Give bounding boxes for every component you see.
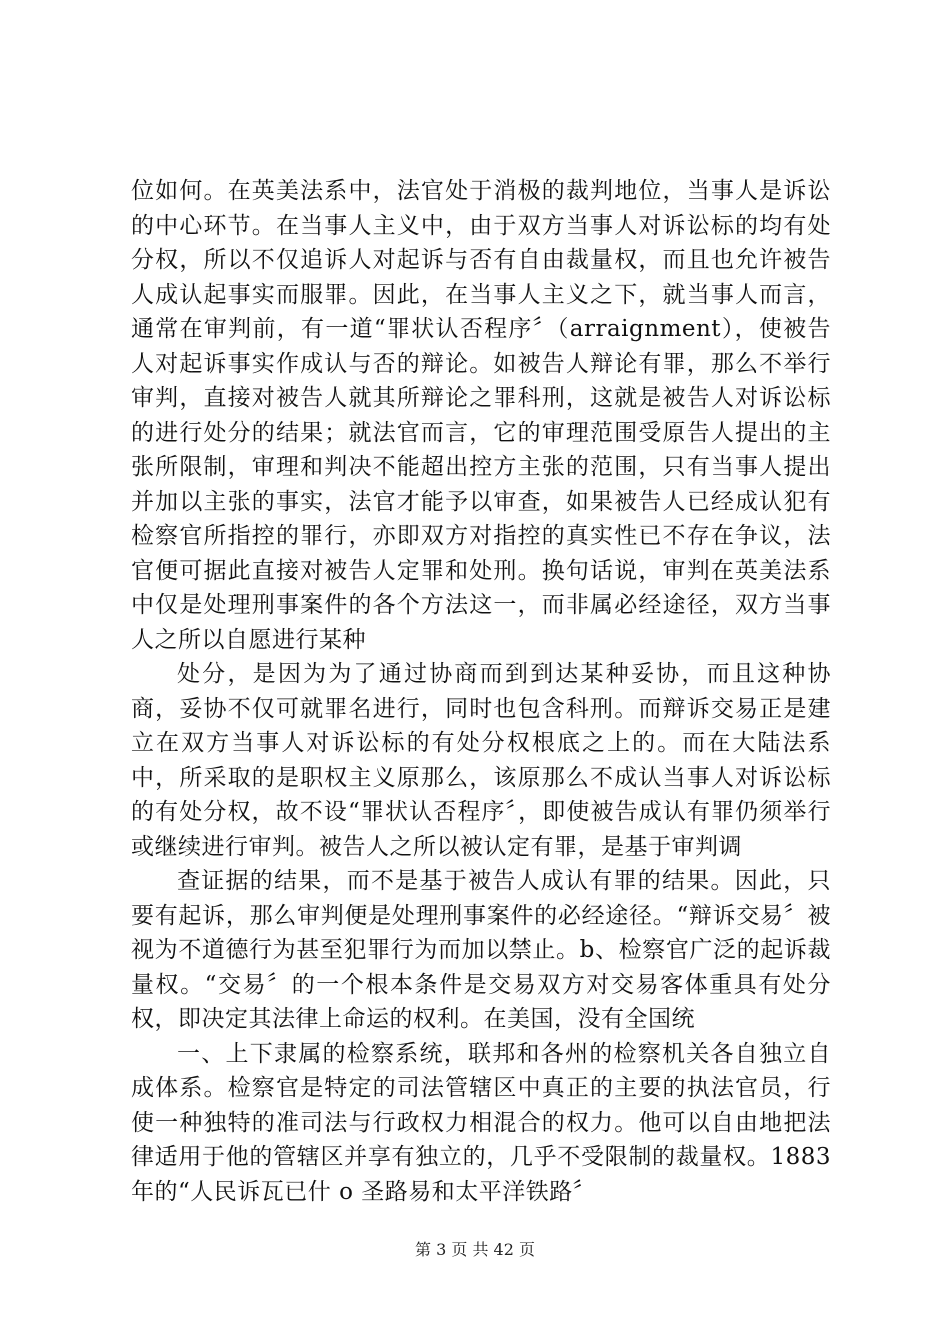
page-footer: 第 3 页 共 42 页 — [415, 1240, 535, 1259]
paragraph-1: 位如何。在英美法系中，法官处于消极的裁判地位，当事人是诉讼的中心环节。在当事人主义中，由于双方当事人对诉讼标的均有处分权，所以不仅追诉人对起诉与否有自由裁量权，而且也允许被告人成认起事实而服罪。因此，在当事人主义之下，就当事人而言，通常在审判前，有一道“罪状认否程序〞（arraignment），使被告人对起诉事实作成认与否的辩论。如被告人辩论有罪，那么不举行审判，直接对被告人就其所辩论之罪科刑，这就是被告人对诉讼标的进行处分的结果；就法官而言，它的审理范围受原告人提出的主张所限制，审理和判决不能超出控方主张的范围，只有当事人提出并加以主张的事实，法官才能予以审查，如果被告人已经成认犯有检察官所指控的罪行，亦即双方对指控的真实性已不存在争议，法官便可据此直接对被告人定罪和处刑。换句话说，审判在英美法系中仅是处理刑事案件的各个方法这一，而非属必经途径，双方当事人之所以自愿进行某种 — [131, 178, 831, 653]
paragraph-3: 查证据的结果，而不是基于被告人成认有罪的结果。因此，只要有起诉，那么审判便是处理刑事案件的必经途径。“辩诉交易〞被视为不道德行为甚至犯罪行为而加以禁止。b、检察官广泛的起诉裁量权。“交易〞的一个根本条件是交易双方对交易客体重具有处分权，即决定其法律上命运的权利。在美国，没有全国统 — [131, 868, 831, 1032]
paragraph-4: 一、上下隶属的检察系统，联邦和各州的检察机关各自独立自成体系。检察官是特定的司法管辖区中真正的主要的执法官员，行使一种独特的准司法与行政权力相混合的权力。他可以自由地把法律适用于他的管辖区并享有独立的，几乎不受限制的裁量权。1883 年的“人民诉瓦已什 o 圣路易和太平洋铁路〞 — [131, 1040, 831, 1205]
document-body — [131, 174, 831, 1209]
paragraph-2: 处分，是因为为了通过协商而到到达某种妥协，而且这种协商，妥协不仅可就罪名进行，同时也包含科刑。而辩诉交易正是建立在双方当事人对诉讼标的有处分权根底之上的。而在大陆法系中，所采取的是职权主义原那么，该原那么不成认当事人对诉讼标的有处分权，故不设“罪状认否程序〞，即使被告成认有罪仍须举行或继续进行审判。被告人之所以被认定有罪，是基于审判调 — [131, 661, 831, 860]
